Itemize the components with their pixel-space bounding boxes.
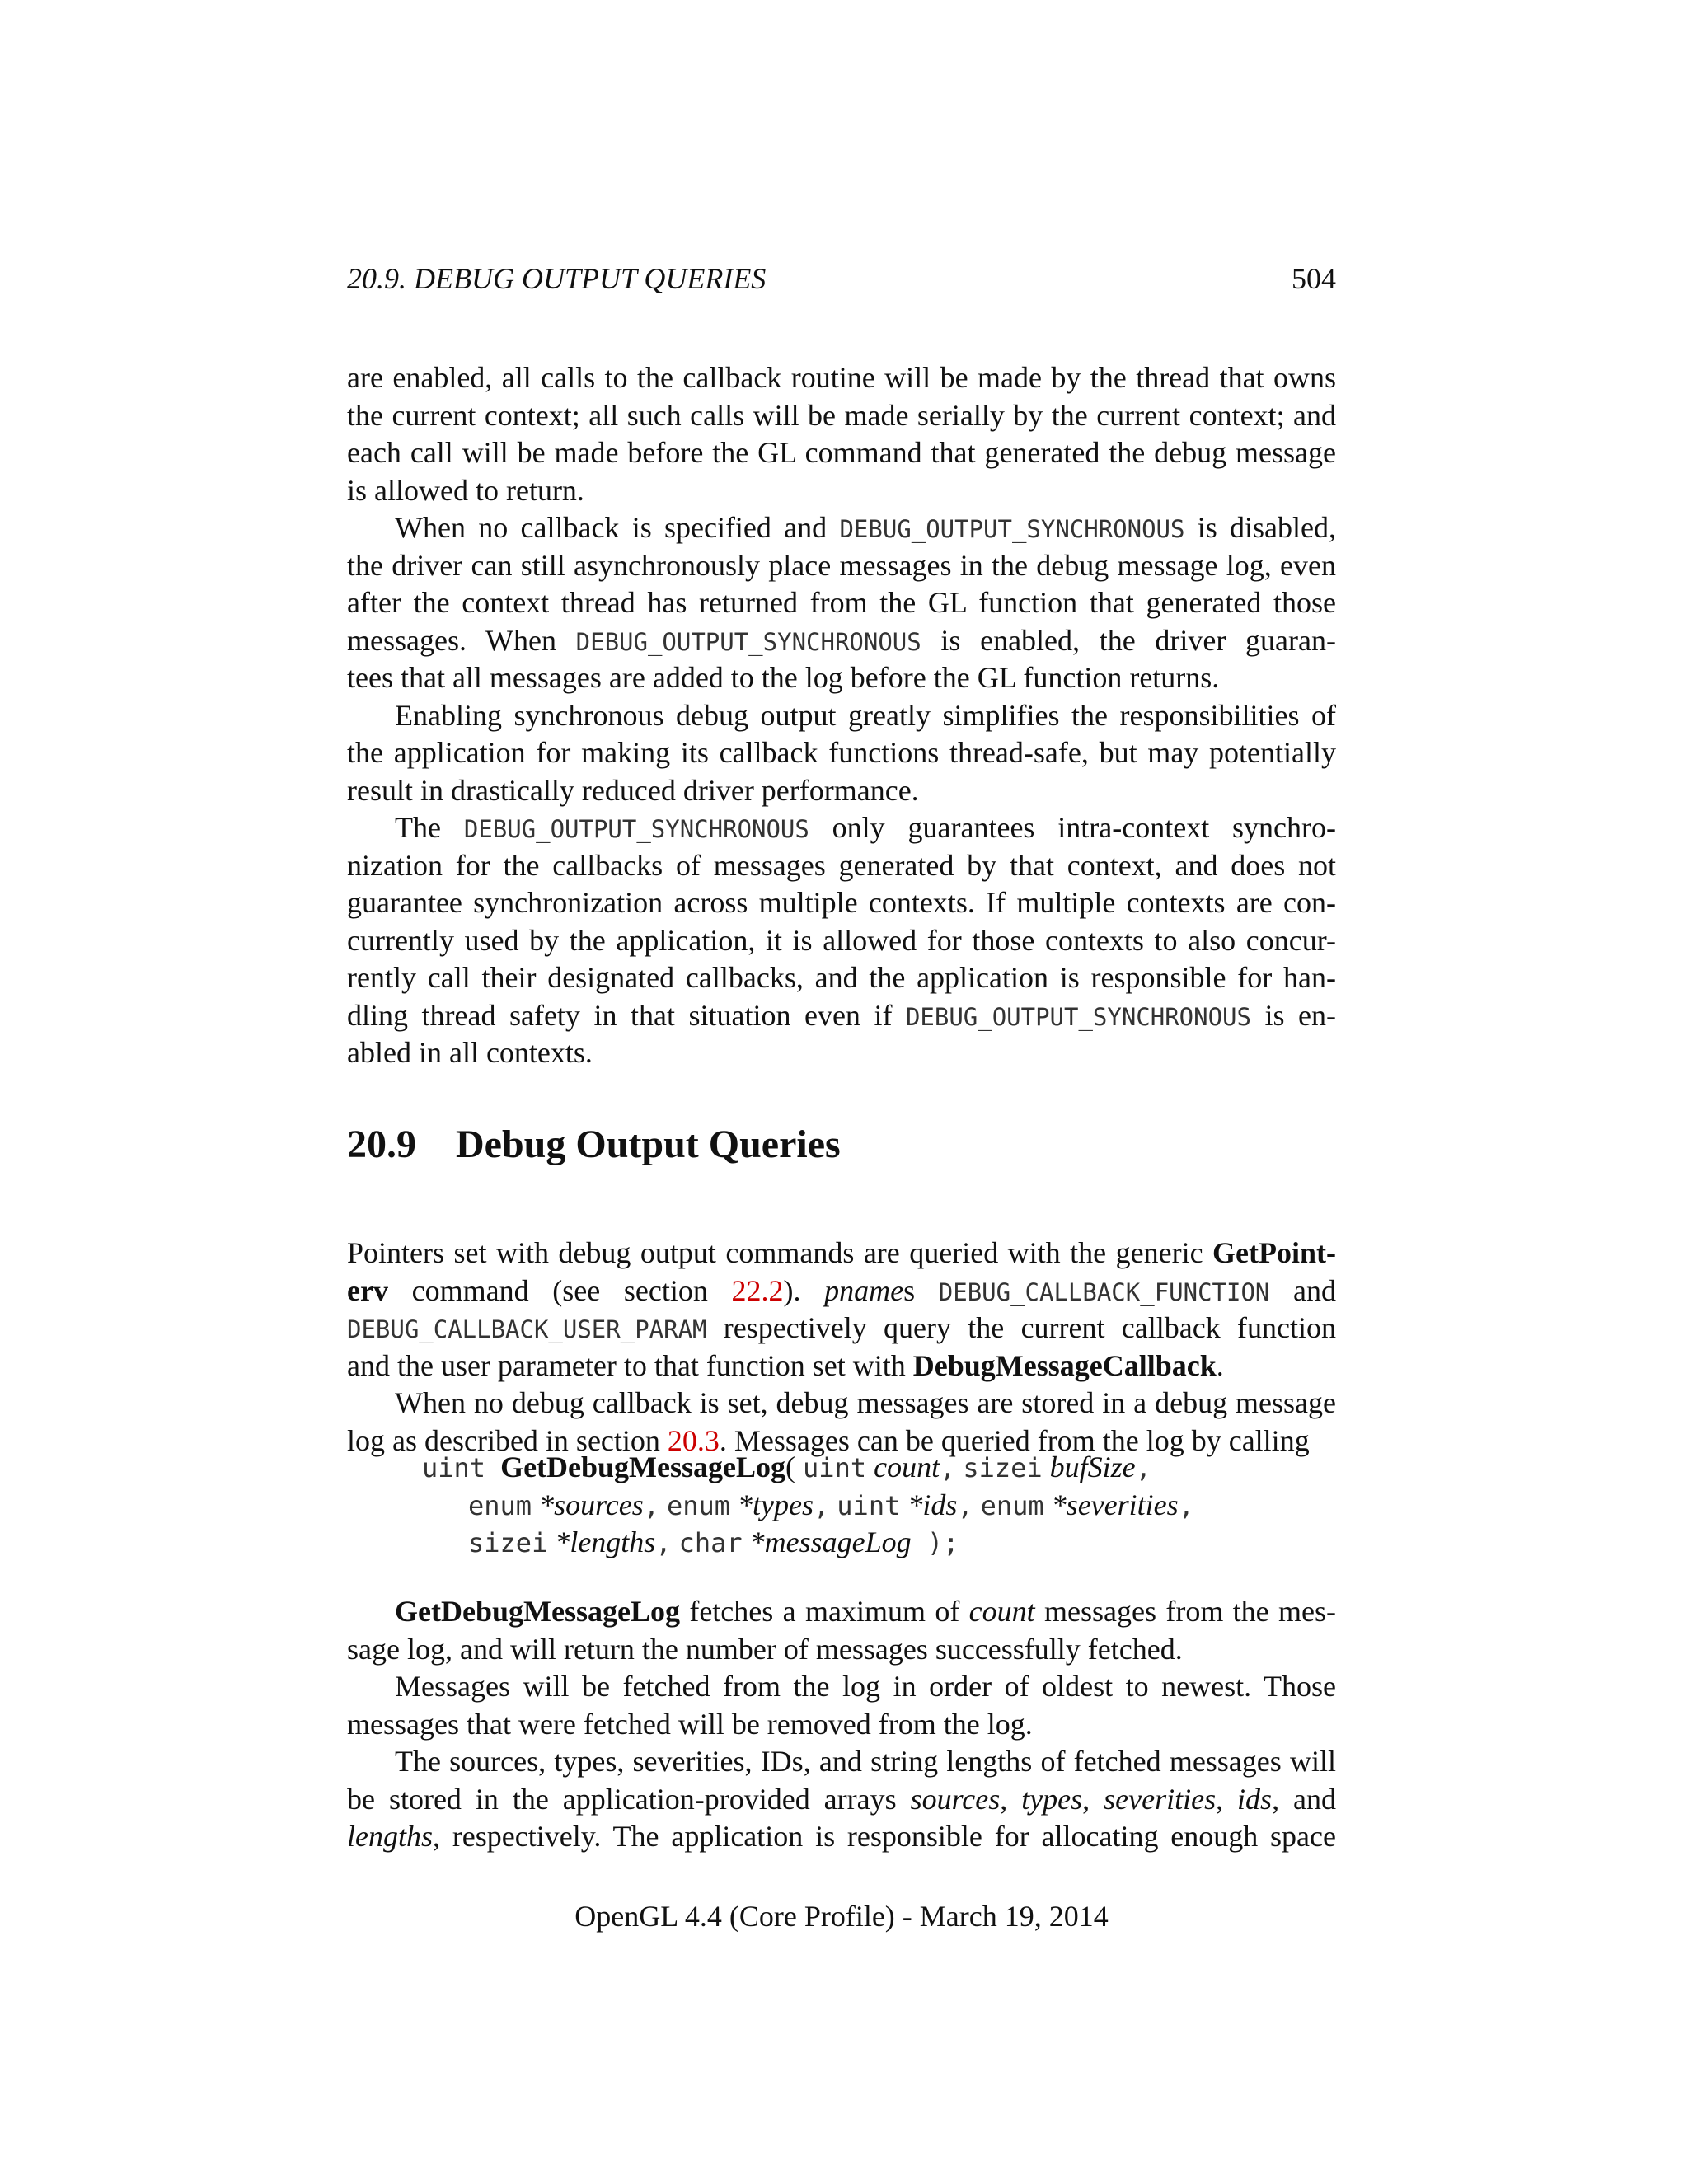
page-number: 504 [1292,262,1336,295]
text-line: nization for the callbacks of messages generated by that context, and does not [347,848,1336,882]
arg-name: *ids [907,1488,958,1521]
text-line: tees that all messages are added to the log before the GL function returns. [347,661,1220,694]
text-line [347,1347,1336,1385]
function-name: GetDebugMessageLog [500,1451,786,1483]
text-run: . [1216,1348,1224,1382]
code-token: DEBUG_OUTPUT_SYNCHRONOUS [463,815,809,843]
text-run: , [1216,1782,1238,1816]
text-run: log as described in section [347,1423,668,1457]
paragraph [347,1668,1336,1743]
section-heading [347,1119,1336,1170]
text-run: messages. When [347,623,576,657]
paragraph [347,359,1336,509]
arg-type: char [678,1527,743,1558]
arg-type: sizei [963,1452,1043,1483]
code-token: DEBUG_CALLBACK_FUNCTION [938,1277,1270,1306]
text-line: result in drastically reduced driver performance. [347,773,919,807]
code-token: DEBUG_OUTPUT_SYNCHRONOUS [839,515,1185,543]
paragraph [347,1593,1336,1668]
code-token: DEBUG_OUTPUT_SYNCHRONOUS [905,1002,1251,1031]
arg-name: count [874,1451,940,1483]
text-line: after the context thread has returned from the GL function that generated those [347,586,1336,619]
running-header [347,258,1336,299]
prototype-line [422,1524,1329,1562]
text-line [347,1818,1336,1856]
arg-name: bufSize [1049,1451,1136,1483]
text-run: is en- [1250,998,1336,1032]
open-paren: ( [785,1451,804,1483]
parameter-name: ids [1237,1782,1273,1816]
header-title: 20.9. DEBUG OUTPUT QUERIES [347,262,767,295]
text-line [347,1235,1336,1272]
function-prototype [422,1449,1329,1562]
function-name: GetDebugMessageLog [395,1595,680,1628]
arg-name: *severities [1051,1488,1179,1521]
function-name: DebugMessageCallback [912,1348,1217,1382]
text-line: guarantee synchronization across multiple contexts. If multiple contexts are con- [347,886,1336,919]
arg-type: enum [468,1489,532,1521]
text-run: , respectively. The application is responsible for allocating enough space [433,1820,1336,1853]
text-run: is disabled, [1184,511,1336,544]
parameter-name: sources [910,1782,1001,1816]
section-link[interactable]: 22.2 [731,1273,784,1307]
text-line: are enabled, all calls to the callback routine will be made by the thread that owns [347,361,1336,394]
arg-name: *types [738,1488,814,1521]
comma: , [814,1489,830,1521]
text-line [347,1593,1336,1631]
text-line [347,1781,1336,1819]
comma: , [1135,1452,1151,1483]
text-line: abled in all contexts. [347,1036,593,1069]
parameter-name: types [1021,1782,1083,1816]
close-paren: ); [911,1527,959,1558]
code-token: DEBUG_CALLBACK_USER_PARAM [347,1315,707,1343]
parameter-name: lengths [347,1820,433,1853]
text-line: Messages will be fetched from the log in order of oldest to newest. Those [395,1670,1336,1703]
text-run: command (see section [387,1273,732,1307]
arg-type: enum [666,1489,731,1521]
section-number: 20.9 [347,1122,416,1166]
arg-type: enum [980,1489,1044,1521]
text-line [347,809,1336,847]
section-link[interactable]: 20.3 [667,1423,720,1457]
text-run: , [1000,1782,1022,1816]
text-line: When no debug callback is set, debug messages are stored in a debug message [395,1386,1336,1419]
text-line: messages that were fetched will be removed from the log. [347,1707,1033,1741]
parameter-name: severities [1104,1782,1217,1816]
text-line: is allowed to return. [347,473,584,507]
arg-type: uint [803,1452,867,1483]
text-run: is enabled, the driver guaran- [921,623,1336,657]
text-line: each call will be made before the GL command that generated the debug message [347,436,1336,469]
text-run: and [1269,1273,1336,1307]
arg-name: *sources [539,1488,644,1521]
text-run: only guarantees intra-context synchro- [809,811,1336,844]
text-run: and the user parameter to that function set with [347,1348,913,1382]
text-line: the application for making its callback functions thread-safe, but may potentially [347,736,1336,769]
body-text-top [347,359,1336,1072]
text-run: respectively query the current callback function [706,1311,1336,1344]
paragraph [347,697,1336,810]
text-run: fetches a maximum of [679,1595,969,1628]
text-line: The sources, types, severities, IDs, and string lengths of fetched messages will [395,1745,1336,1778]
comma: , [643,1489,659,1521]
parameter-name: count [968,1595,1035,1628]
text-line [347,622,1336,660]
text-run: ). [783,1273,825,1307]
comma: , [957,1489,973,1521]
prototype-line [422,1449,1329,1487]
comma: , [655,1527,672,1558]
code-token: DEBUG_OUTPUT_SYNCHRONOUS [575,627,921,656]
text-run: . Messages can be queried from the log by calling [719,1423,1310,1457]
arg-type: uint [837,1489,901,1521]
function-name: erv [347,1273,388,1307]
text-run: , and [1272,1782,1336,1816]
text-line [347,1272,1336,1310]
return-type: uint [422,1452,486,1483]
text-line: rently call their designated callbacks, and the application is responsible for han- [347,961,1336,994]
comma: , [1178,1489,1194,1521]
paragraph [347,1235,1336,1385]
function-name: GetPoint- [1212,1236,1336,1269]
text-run: s [903,1273,939,1307]
parameter-name: pname [824,1273,904,1307]
text-line: the current context; all such calls will be made serially by the current context; and [347,398,1336,432]
arg-name: *messageLog [749,1526,912,1558]
text-run: The [395,811,464,844]
text-run: dling thread safety in that situation even if [347,998,906,1032]
paragraph [347,809,1336,1072]
arg-name: *lengths [555,1526,656,1558]
text-run: , [1082,1782,1104,1816]
body-text-bottom [347,1593,1336,1856]
paragraph [347,1743,1336,1856]
text-line [347,997,1336,1035]
text-line: currently used by the application, it is allowed for those contexts to also concur- [347,923,1336,957]
comma: , [940,1452,956,1483]
text-run: be stored in the application-provided arrays [347,1782,911,1816]
text-line: the driver can still asynchronously place messages in the debug message log, even [347,548,1336,582]
text-run: When no callback is specified and [395,511,840,544]
text-line [347,1310,1336,1347]
text-line [347,509,1336,547]
text-line: Enabling synchronous debug output greatly simplifies the responsibilities of [395,698,1336,732]
text-run: Pointers set with debug output commands are queried with the generic [347,1236,1213,1269]
section-title: Debug Output Queries [456,1122,841,1166]
text-run: messages from the mes- [1034,1595,1336,1628]
prototype-line [422,1487,1329,1525]
body-text-section [347,1235,1336,1460]
text-line: sage log, and will return the number of messages successfully fetched. [347,1632,1183,1666]
page-footer: OpenGL 4.4 (Core Profile) - March 19, 2014 [574,1900,1109,1933]
paragraph [347,509,1336,697]
arg-type: sizei [468,1527,548,1558]
